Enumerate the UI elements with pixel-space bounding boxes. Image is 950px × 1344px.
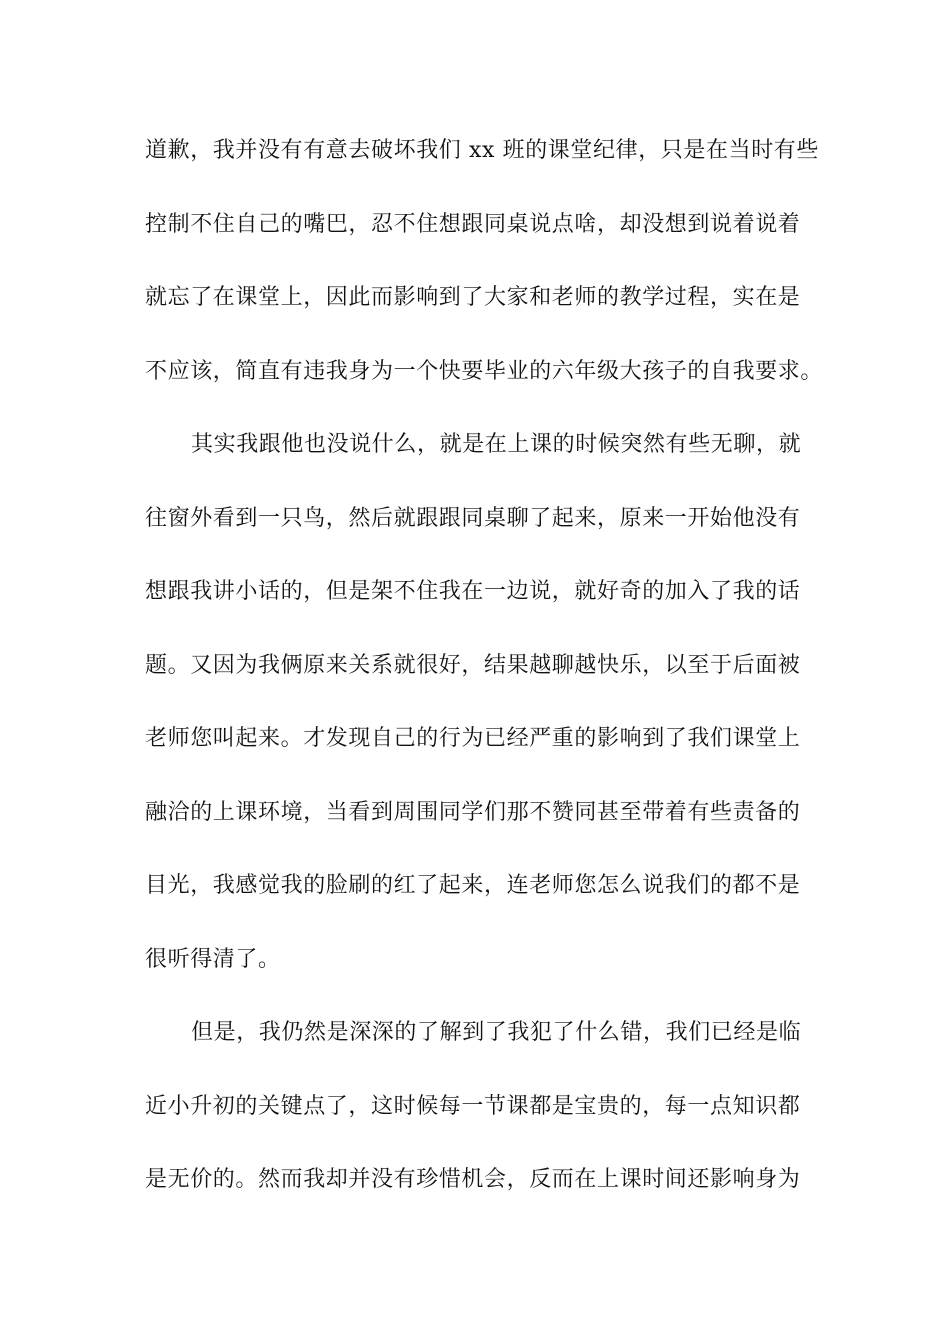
text-line: 近小升初的关键点了，这时候每一节课都是宝贵的，每一点知识都 — [145, 1093, 801, 1119]
text-line: 道歉，我并没有有意去破坏我们 xx 班的课堂纪律，只是在当时有些 — [145, 138, 820, 163]
text-line: 往窗外看到一只鸟，然后就跟跟同桌聊了起来，原来一开始他没有 — [145, 505, 801, 531]
text-line: 老师您叫起来。才发现自己的行为已经严重的影响到了我们课堂上 — [145, 726, 801, 751]
paragraph-first-line: 但是，我仍然是深深的了解到了我犯了什么错，我们已经是临 — [191, 1020, 802, 1045]
text-line: 控制不住自己的嘴巴，忍不住想跟同桌说点啥，却没想到说着说着 — [145, 211, 801, 237]
text-line: 题。又因为我俩原来关系就很好，结果越聊越快乐，以至于后面被 — [145, 652, 801, 678]
text-line: 就忘了在课堂上，因此而影响到了大家和老师的教学过程，实在是 — [145, 285, 801, 310]
text-line: 想跟我讲小话的，但是架不住我在一边说，就好奇的加入了我的话 — [145, 579, 801, 604]
document-body — [145, 128, 824, 1231]
text-line: 很听得清了。 — [145, 946, 281, 972]
text-line: 是无价的。然而我却并没有珍惜机会，反而在上课时间还影响身为 — [145, 1167, 801, 1192]
text-line: 融洽的上课环境，当看到周围同学们那不赞同甚至带着有些责备的 — [145, 799, 801, 825]
text-line: 目光，我感觉我的脸刷的红了起来，连老师您怎么说我们的都不是 — [145, 873, 801, 898]
text-line: 不应该，简直有违我身为一个快要毕业的六年级大孩子的自我要求。 — [145, 358, 824, 384]
paragraph-first-line: 其实我跟他也没说什么，就是在上课的时候突然有些无聊，就 — [191, 432, 802, 457]
